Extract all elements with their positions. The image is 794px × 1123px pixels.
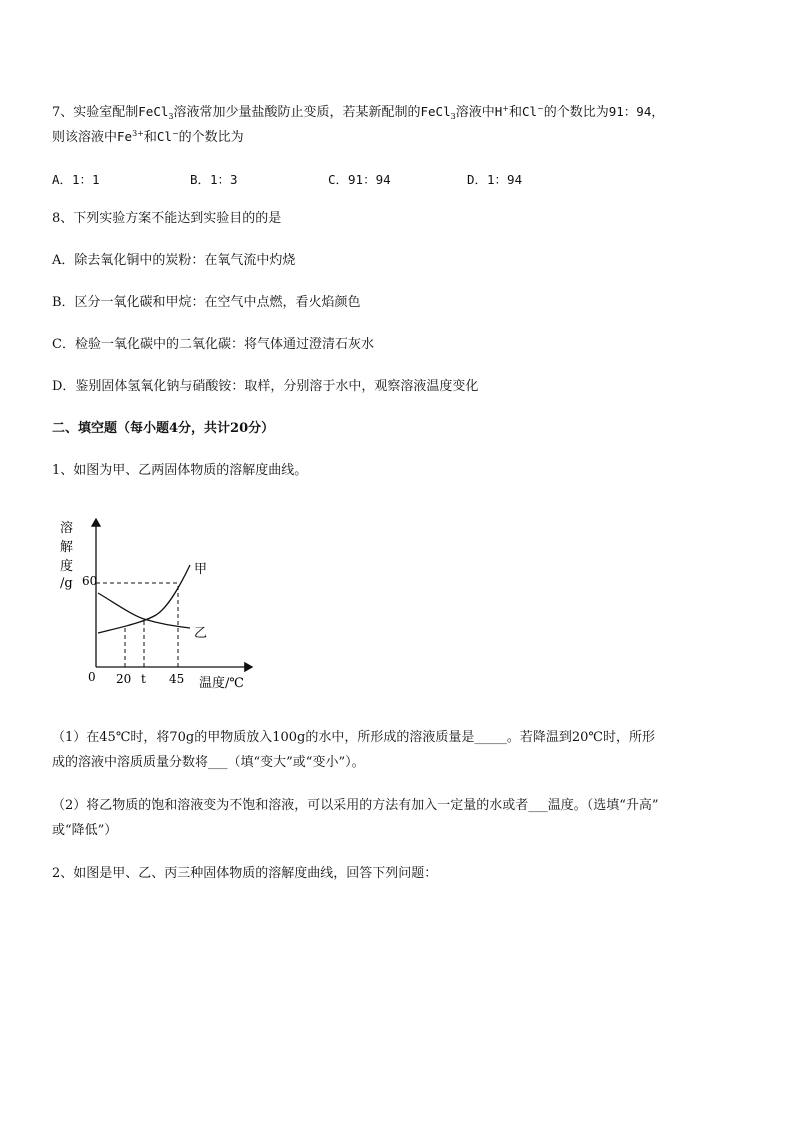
fill1-part1-line2: 成的溶液中溶质质量分数将___（填“变大”或“变小”）。: [52, 755, 365, 770]
cl-ion: Cl: [521, 104, 538, 119]
q8-option-b[interactable]: B．区分一氧化碳和甲烷：在空气中点燃，看火焰颜色: [52, 295, 361, 310]
ytick-60: 60: [82, 574, 98, 588]
q7-line1: [52, 100, 664, 126]
q8-option-a[interactable]: A．除去氧化铜中的炭粉：在氧气流中灼烧: [52, 253, 296, 268]
fill1-part2-line1: （2）将乙物质的饱和溶液变为不饱和溶液，可以采用的方法有加入一定量的水或者___温度。（选填“升高”: [52, 798, 659, 813]
fill1-part1-line1: （1）在45℃时，将70g的甲物质放入100g的水中，所形成的溶液质量是_____。若降温到20℃时，所形: [52, 730, 655, 745]
charge: +: [502, 104, 509, 113]
fecl3-formula: FeCl: [138, 104, 169, 119]
solubility-chart: [52, 515, 272, 705]
fill1-part2-line2: 或“降低”）: [52, 823, 118, 838]
q7-text: 的个数比为: [178, 130, 244, 145]
xtick-20: 20: [116, 672, 132, 686]
q8-option-c[interactable]: C．检验一氧化碳中的二氧化碳：将气体通过澄清石灰水: [52, 337, 374, 352]
ylabel-2: 解: [60, 540, 74, 555]
xlabel: 温度/℃: [199, 676, 244, 691]
charge: −: [537, 104, 544, 113]
q7-option-d[interactable]: D．1：94: [467, 172, 523, 187]
q7-ratio: 91：94，: [608, 104, 664, 119]
origin-label: 0: [88, 670, 96, 684]
subscript: 3: [450, 112, 456, 121]
section-title: 二、填空题（每小题4分，共计20分）: [52, 421, 275, 436]
charge: 3+: [132, 129, 144, 138]
series-yi-label: 乙: [194, 626, 208, 641]
charge: −: [171, 129, 179, 138]
fecl3-formula: FeCl: [420, 104, 451, 119]
subscript: 3: [168, 112, 174, 121]
ylabel-3: 度: [60, 559, 74, 574]
series-jia-label: 甲: [194, 562, 208, 577]
q7-text: 溶液中: [455, 105, 495, 120]
q7-text: 7、实验室配制: [52, 105, 139, 120]
fe-ion: Fe: [117, 129, 133, 144]
q7-line2: [52, 125, 244, 147]
q7-option-a[interactable]: A．1：1: [52, 172, 100, 187]
q7-option-c[interactable]: C．91：94: [328, 172, 391, 187]
q7-text: 和: [143, 130, 157, 145]
q7-option-b[interactable]: B．1：3: [190, 172, 238, 187]
h-ion: H: [494, 104, 503, 119]
ylabel-1: 溶: [60, 521, 74, 536]
xtick-t: t: [141, 672, 146, 686]
fill1-stem: 1、如图为甲、乙两固体物质的溶解度曲线。: [52, 463, 308, 478]
q7-text: 的个数比为: [543, 105, 609, 120]
q7-text: 和: [508, 105, 522, 120]
xtick-45: 45: [169, 672, 185, 686]
fill2-stem: 2、如图是甲、乙、丙三种固体物质的溶解度曲线，回答下列问题：: [52, 866, 438, 881]
q8-option-d[interactable]: D．鉴别固体氢氧化钠与硝酸铵：取样，分别溶于水中，观察溶液温度变化: [52, 379, 479, 394]
cl-ion: Cl: [156, 129, 172, 144]
q7-text: 溶液常加少量盐酸防止变质，若某新配制的: [173, 105, 421, 120]
q7-text: 则该溶液中: [52, 130, 118, 145]
q8-stem: 8、下列实验方案不能达到实验目的的是: [52, 211, 282, 226]
ylabel-4: /g: [60, 576, 73, 591]
